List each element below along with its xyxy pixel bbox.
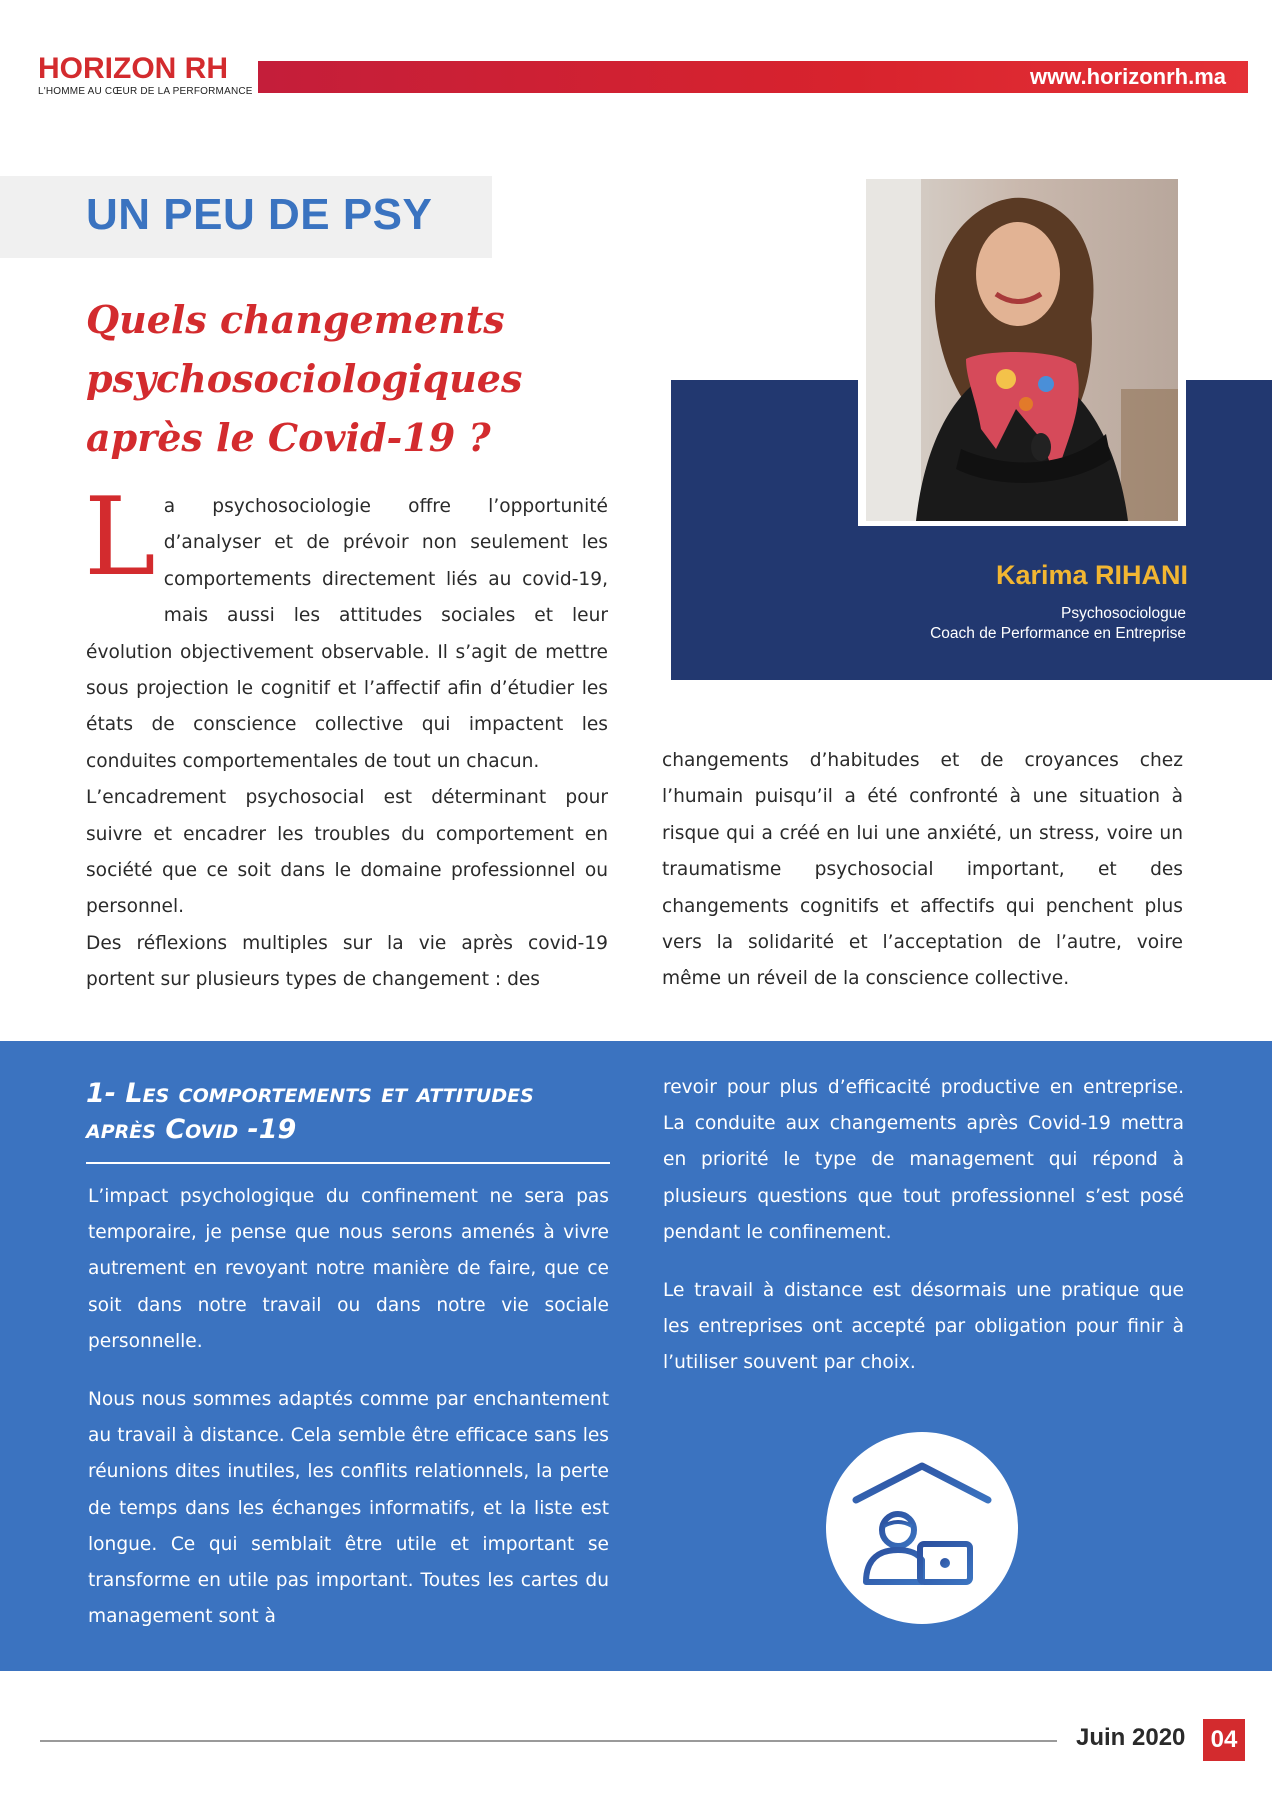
- logo-main-text: HORIZON: [38, 52, 177, 85]
- blue-left-column: [88, 1179, 609, 1657]
- logo[interactable]: [38, 54, 228, 84]
- article-headline: Quels changements psychosociologiques après le Covid-19 ?: [86, 297, 523, 460]
- blue-paragraph-1: L’impact psychologique du confinement ne sera pas temporaire, je pense que nous serons amenés à vivre autrement en revoyant notre manière de faire, que ce soit dans notre travail ou dans notre vie sociale personnelle.: [88, 1186, 609, 1352]
- logo-tagline: L'HOMME AU CŒUR DE LA PERFORMANCE: [38, 86, 253, 97]
- drop-cap: L: [84, 475, 156, 600]
- heading-divider: [86, 1162, 610, 1164]
- article-left-column: [84, 475, 608, 999]
- paragraph-2: L’encadrement psychosocial est déterminant pour suivre et encadrer les troubles du comportement en société que ce soit dans le domaine professionnel ou personnel.: [86, 787, 608, 918]
- logo-rh-text: RH: [184, 52, 229, 85]
- author-role-1: Psychosociologue: [1061, 605, 1186, 622]
- home-office-icon: [826, 1432, 1018, 1624]
- author-role-2: Coach de Performance en Entreprise: [930, 625, 1186, 642]
- author-photo: [866, 179, 1178, 521]
- section-title: UN PEU DE PSY: [86, 190, 433, 239]
- blue-right-column: [663, 1070, 1184, 1404]
- paragraph-3-continued: changements d’habitudes et de croyances chez l’humain puisqu’il a été confronté à une situation à risque qui a créé en lui une anxiété, un stress, voire un traumatisme psychosocial important, et des changements cognitifs et affectifs qui penchent plus vers la solidarité et l’acceptation de l’autre, voire même un réveil de la conscience collective.: [662, 750, 1183, 990]
- blue-paragraph-4: Le travail à distance est désormais une pratique que les entreprises ont accepté par obligation pour finir à l’utiliser souvent par choix.: [663, 1280, 1184, 1374]
- intro-text: a psychosociologie offre l’opportunité d’analyser et de prévoir non seulement les comportements directement liés au covid-19, mais aussi les attitudes sociales et leur évolution objectivement observable. Il s’agit de mettre sous projection le cognitif et l’affectif afin d’étudier les états de conscience collective qui impactent les conduites comportementales de tout un chacun.: [86, 496, 608, 772]
- blue-paragraph-3: revoir pour plus d’efficacité productive en entreprise. La conduite aux changements après Covid-19 mettra en priorité le type de management qui répond à plusieurs questions que tout professionnel s’est posé pendant le confinement.: [663, 1077, 1184, 1243]
- intro-paragraph: [84, 475, 608, 780]
- issue-date: Juin 2020: [1076, 1724, 1186, 1751]
- footer-divider: [40, 1740, 1057, 1742]
- author-role: [790, 604, 1186, 644]
- header-bar: [258, 61, 1248, 93]
- blue-paragraph-2: Nous nous sommes adaptés comme par enchantement au travail à distance. Cela semble être efficace sans les réunions dites inutiles, les conflits relationnels, la perte de temps dans les échanges informatifs, et la liste est longue. Ce qui semblait être utile et important se transforme en utile pas important. Toutes les cartes du management sont à: [88, 1389, 609, 1628]
- paragraph-3: Des réflexions multiples sur la vie après covid-19 portent sur plusieurs types de changement : des: [86, 932, 608, 991]
- article-right-column: [662, 743, 1183, 998]
- page-number: 04: [1203, 1719, 1245, 1761]
- subsection-heading: 1- Les comportements et attitudes après Covid -19: [86, 1078, 534, 1145]
- author-name: Karima RIHANI: [995, 560, 1188, 590]
- website-link[interactable]: www.horizonrh.ma: [1030, 64, 1226, 89]
